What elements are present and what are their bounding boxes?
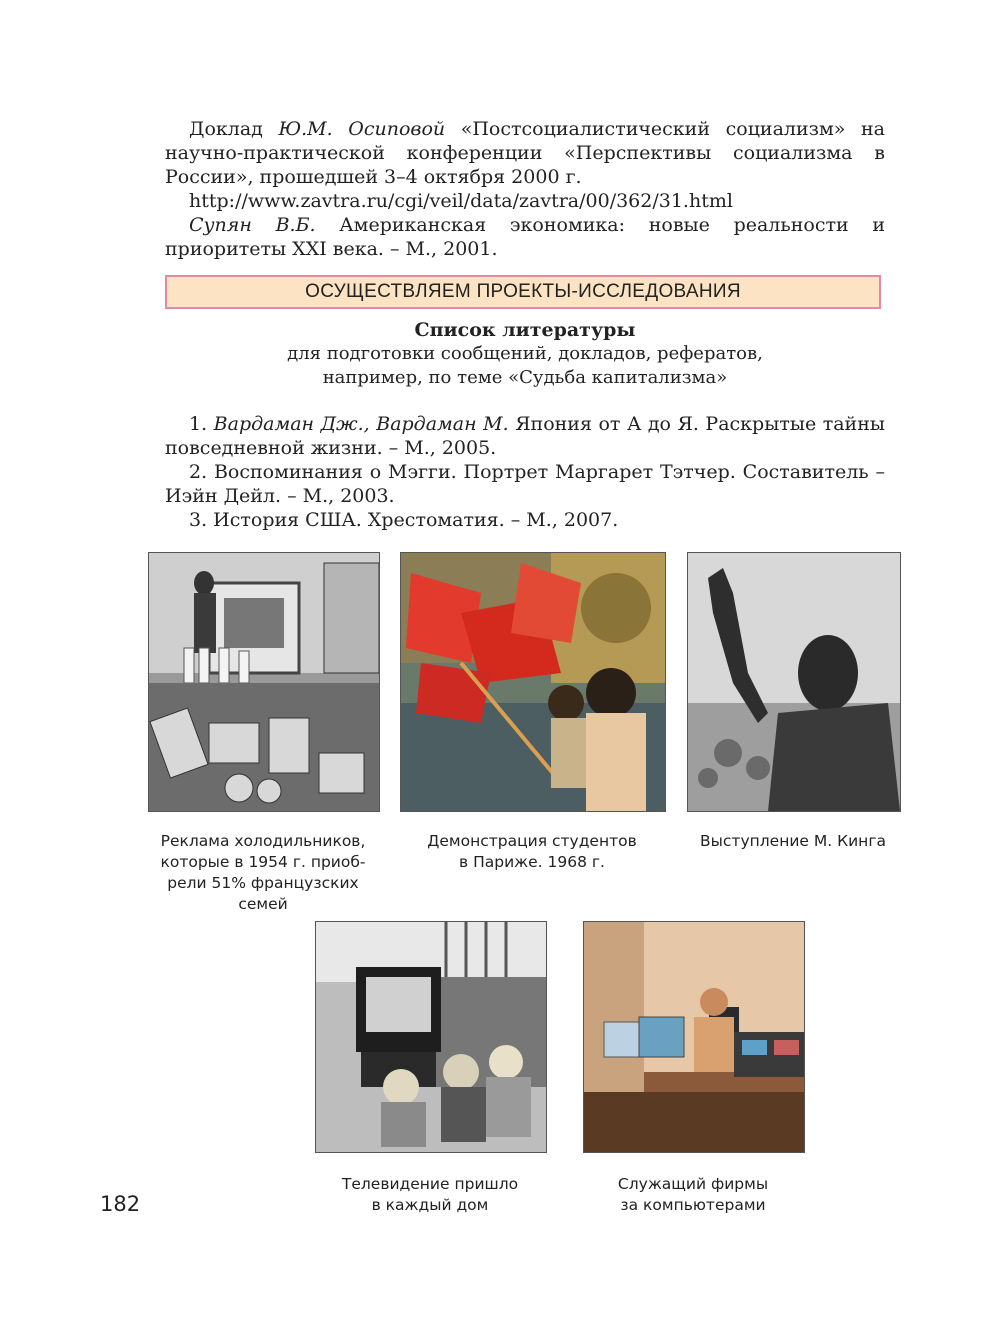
page-number: 182 [100, 1192, 141, 1216]
ref-lead: Доклад [189, 118, 279, 140]
caption-line: Демонстрация студентов [427, 832, 637, 850]
book-list [165, 412, 885, 532]
caption-television [315, 1174, 545, 1216]
book-number: 1. [189, 413, 214, 435]
reference-supyan [165, 213, 885, 261]
photo-king-speech [687, 552, 901, 812]
caption-office-computers [583, 1174, 803, 1216]
caption-line: в Париже. 1968 г. [459, 853, 605, 871]
reading-list-title: Список литературы [414, 319, 636, 341]
ref-author: Супян В.Б. [189, 214, 316, 236]
photo-fridge-advert [148, 552, 380, 812]
book-item-2: 2. Воспоминания о Мэгги. Портрет Маргарет Тэтчер. Составитель – Иэйн Дейл. – М., 2003. [165, 461, 885, 507]
caption-line: семей [238, 895, 288, 913]
ref-text: Американская экономика: новые реальности и приоритеты XXI века. – М., 2001. [165, 214, 885, 260]
caption-paris-demonstration [400, 831, 664, 873]
reading-list-header [165, 318, 885, 390]
reference-list [165, 117, 885, 261]
caption-king-speech [687, 831, 899, 852]
caption-line: рели 51% французских [167, 874, 359, 892]
caption-line: в каждый дом [371, 1196, 489, 1214]
caption-line: за компьютерами [620, 1196, 766, 1214]
reading-list-subtitle-2: например, по теме «Судьба капитализма» [322, 367, 728, 388]
book-title: Япония от А до Я. Раскрытые тайны повседневной жизни. – М., 2005. [165, 413, 885, 459]
caption-line: которые в 1954 г. приоб- [160, 853, 366, 871]
reading-list-subtitle-1: для подготовки сообщений, докладов, рефератов, [287, 343, 763, 364]
photo-paris-demonstration [400, 552, 666, 812]
book-item-1 [165, 412, 885, 460]
reference-osipova [165, 117, 885, 189]
photo-television [315, 921, 547, 1153]
caption-line: Служащий фирмы [617, 1175, 769, 1193]
caption-line: Телевидение пришло [341, 1175, 519, 1193]
reference-url[interactable]: http://www.zavtra.ru/cgi/veil/data/zavtra/00/362/31.html [189, 190, 733, 212]
ref-text: «Постсоциалистический социализм» на научно-практической конференции «Перспективы социализма в России», прошедшей 3–4 октября 2000 г. [165, 118, 885, 188]
caption-line: Реклама холодильников, [160, 832, 366, 850]
book-item-3: 3. История США. Хрестоматия. – М., 2007. [189, 509, 619, 531]
section-banner: ОСУЩЕСТВЛЯЕМ ПРОЕКТЫ-ИССЛЕДОВАНИЯ [165, 275, 881, 309]
caption-fridge-advert [148, 831, 378, 915]
caption-line: Выступление М. Кинга [700, 832, 886, 850]
photo-office-computers [583, 921, 805, 1153]
book-authors: Вардаман Дж., Вардаман М. [213, 413, 509, 435]
ref-author: Ю.М. Осиповой [278, 118, 446, 140]
